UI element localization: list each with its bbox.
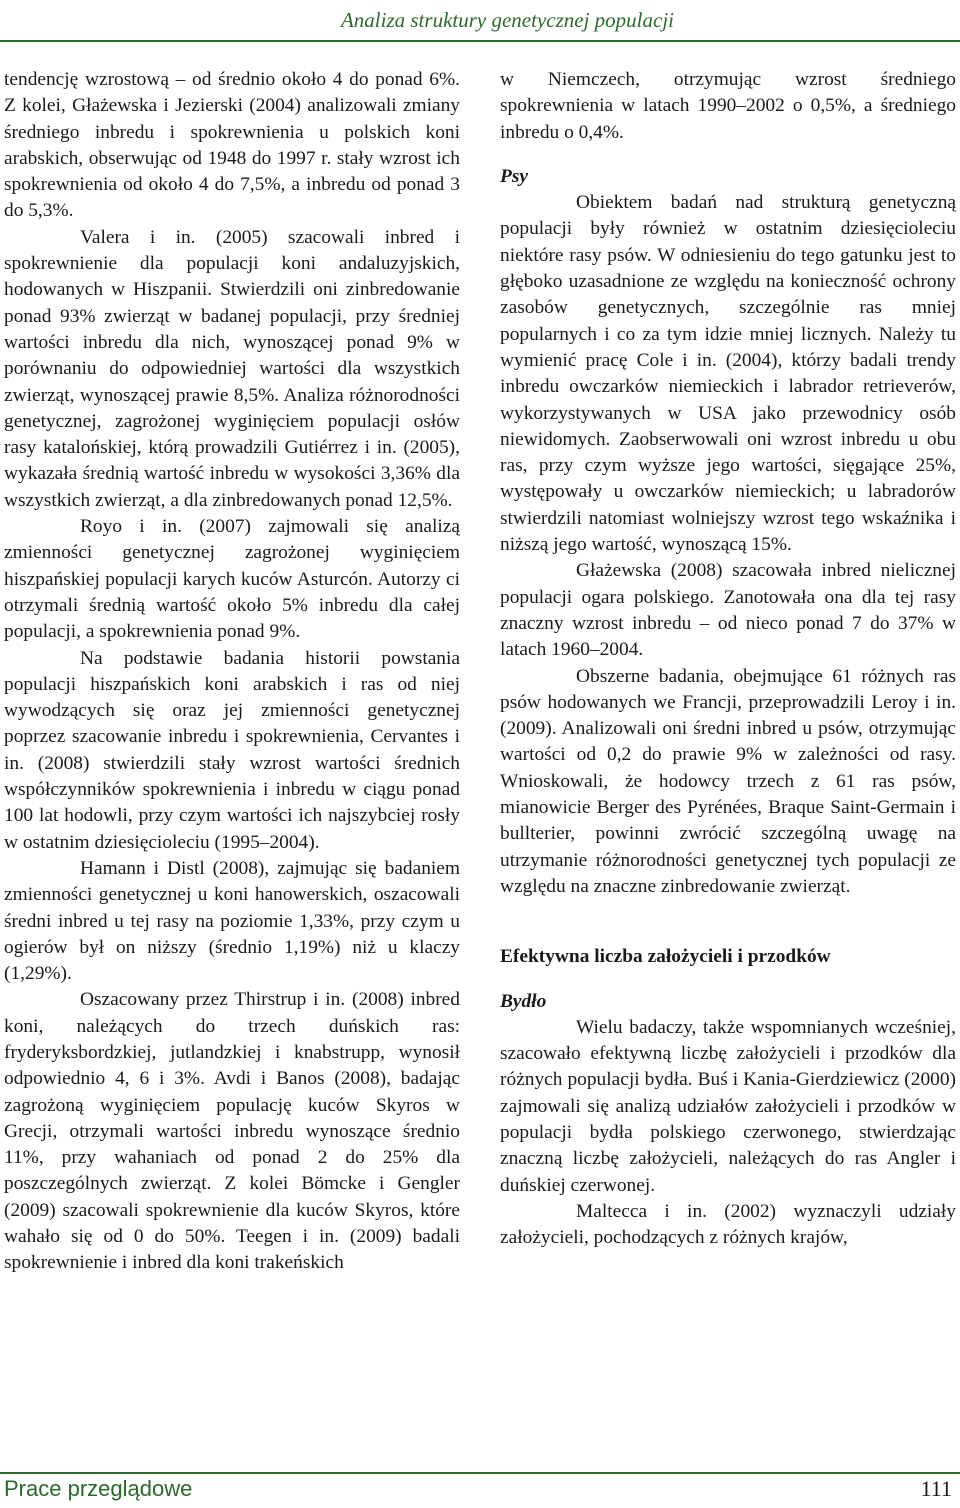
left-column	[4, 67, 460, 1277]
right-column	[500, 67, 956, 1251]
running-header: Analiza struktury genetycznej populacji	[340, 8, 674, 32]
paragraph: Obszerne badania, obejmujące 61 różnych ras psów hodowanych we Francji, przeprowadzili Leroy i in. (2009). Analizowali oni średni inbred u psów, otrzymując wartości od 0,2 do prawie 9% w zależności od rasy. Wnioskowali, że hodowcy trzech z 61 ras psów, mianowicie Berger des Pyrénées, Braque Saint-Germain i bullterier, powinni zwrócić szczególną uwagę na utrzymanie różnorodności genetycznej tych populacji ze względu na znaczne zinbredowanie zwierząt.	[500, 665, 956, 897]
spacer	[500, 971, 956, 989]
subsection-heading-cattle: Bydło	[500, 990, 547, 1012]
spacer	[500, 900, 956, 944]
paragraph: Głażewska (2008) szacowała inbred nielicznej populacji ogara polskiego. Zanotowała ona dla tej rasy znaczny wzrost inbredu – od nieco ponad 7 do 37% w latach 1960–2004.	[500, 560, 956, 661]
paragraph: Hamann i Distl (2008), zajmując się badaniem zmienności genetycznej u koni hanowerskich, oszacowali średni inbred u tej rasy na poziomie 1,33%, przy czym u ogierów był on niższy (średnio 1,19%) niż u klaczy (1,29%).	[4, 857, 460, 985]
paragraph: w Niemczech, otrzymując wzrost średniego spokrewnienia w latach 1990–2002 o 0,5%, a średniego inbredu o 0,4%.	[500, 69, 956, 143]
paragraph: Oszacowany przez Thirstrup i in. (2008) inbred koni, należących do trzech duńskich ras: fryderyksbordzkiej, jutlandzkiej i knabstrupp, wynosił odpowiednio 4, 6 i 3%. Avdi i Banos (2008), badając zagrożoną wyginięciem populację kuców Skyros w Grecji, otrzymali wartości inbredu wynoszące średnio 11%, przy wahaniach od ponad 2 do 25% dla poszczególnych zwierząt. Z kolei Bömcke i Gengler (2009) szacowali spokrewnienie dla kuców Skyros, które wahało się od 0 do 50%. Teegen i in. (2009) badali spokrewnienie i inbred dla koni trakeńskich	[4, 989, 460, 1274]
spacer	[500, 146, 956, 164]
paragraph: tendencję wzrostową – od średnio około 4 do ponad 6%. Z kolei, Głażewska i Jezierski (2004) analizowali zmiany średniego inbredu i spokrewnienia u polskich koni arabskich, obserwując od 1948 do 1997 r. stały wzrost ich spokrewnienia od około 4 do 7,5%, a inbredu od ponad 3 do 5,3%.	[4, 69, 460, 222]
paragraph: Wielu badaczy, także wspomnianych wcześniej, szacowało efektywną liczbę założycieli i przodków dla różnych populacji bydła. Buś i Kania-Gierdziewicz (2000) zajmowali się analizą udziałów założycieli i przodków w populacji bydła polskiego czerwonego, stwierdzając znaczną liczbę założycieli, należących do ras Angler i duńskiej czerwonej.	[500, 1016, 956, 1196]
paragraph: Na podstawie badania historii powstania populacji hiszpańskich koni arabskich i ras od niej wywodzących się oraz jej zmienności genetycznej poprzez szacowanie inbredu i spokrewnienia, Cervantes i in. (2008) stwierdzili stały wzrost wartości średnich współczynników spokrewnienia i inbredu w ciągu ponad 100 lat hodowli, przy czym wartości ich najszybciej rosły w ostatnim dziesięcioleciu (1995–2004).	[4, 647, 460, 853]
footer-section-label: Prace przeglądowe	[4, 1476, 193, 1501]
footer-divider	[0, 1472, 960, 1474]
page-number: 111	[920, 1476, 952, 1501]
subsection-heading-dogs: Psy	[500, 165, 528, 187]
paragraph: Maltecca i in. (2002) wyznaczyli udziały założycieli, pochodzących z różnych krajów,	[500, 1200, 956, 1249]
header-divider	[0, 40, 960, 42]
paragraph: Obiektem badań nad strukturą genetyczną populacji były również w ostatnim dziesięcioleciu niektóre rasy psów. W odniesieniu do tego gatunku jest to głęboko uzasadnione ze względu na konieczność ochrony zasobów genetycznych, szczególnie ras mniej popularnych i co za tym idzie mniej licznych. Należy tu wymienić pracę Cole i in. (2004), którzy badali trendy inbredu owczarków niemieckich i labrador retrieverów, wykorzystywanych w USA jako przewodnicy osób niewidomych. Zaobserwowali oni wzrost inbredu u obu ras, przy czym wyższe jego wartości, sięgające 25%, występowały u owczarków niemieckich; u labradorów stwierdzili natomiast wolniejszy wzrost tego wskaźnika i niższą jego wartość, wynoszącą 15%.	[500, 192, 956, 556]
section-heading: Efektywna liczba założycieli i przodków	[500, 946, 831, 968]
paragraph: Valera i in. (2005) szacowali inbred i spokrewnienie dla populacji koni andaluzyjskich, hodowanych w Hiszpanii. Stwierdzili oni zinbredowanie ponad 93% zwierząt w badanej populacji, przy średniej wartości inbredu dla nich, wynoszącej ponad 9% w porównaniu do odpowiedniej wartości dla wszystkich zwierząt, wynoszącej prawie 8,5%. Analiza różnorodności genetycznej, zagrożonej wyginięciem populacji osłów rasy katalońskiej, którą prowadzili Gutiérrez i in. (2005), wykazała średnią wartość inbredu w wysokości 3,36% dla wszystkich zwierząt, a dla zinbredowanych ponad 12,5%.	[4, 226, 460, 511]
paragraph: Royo i in. (2007) zajmowali się analizą zmienności genetycznej zagrożonej wyginięciem hiszpańskiej populacji karych kuców Asturcón. Autorzy ci otrzymali średnią wartość około 5% inbredu dla całej populacji, a spokrewnienia ponad 9%.	[4, 516, 460, 643]
